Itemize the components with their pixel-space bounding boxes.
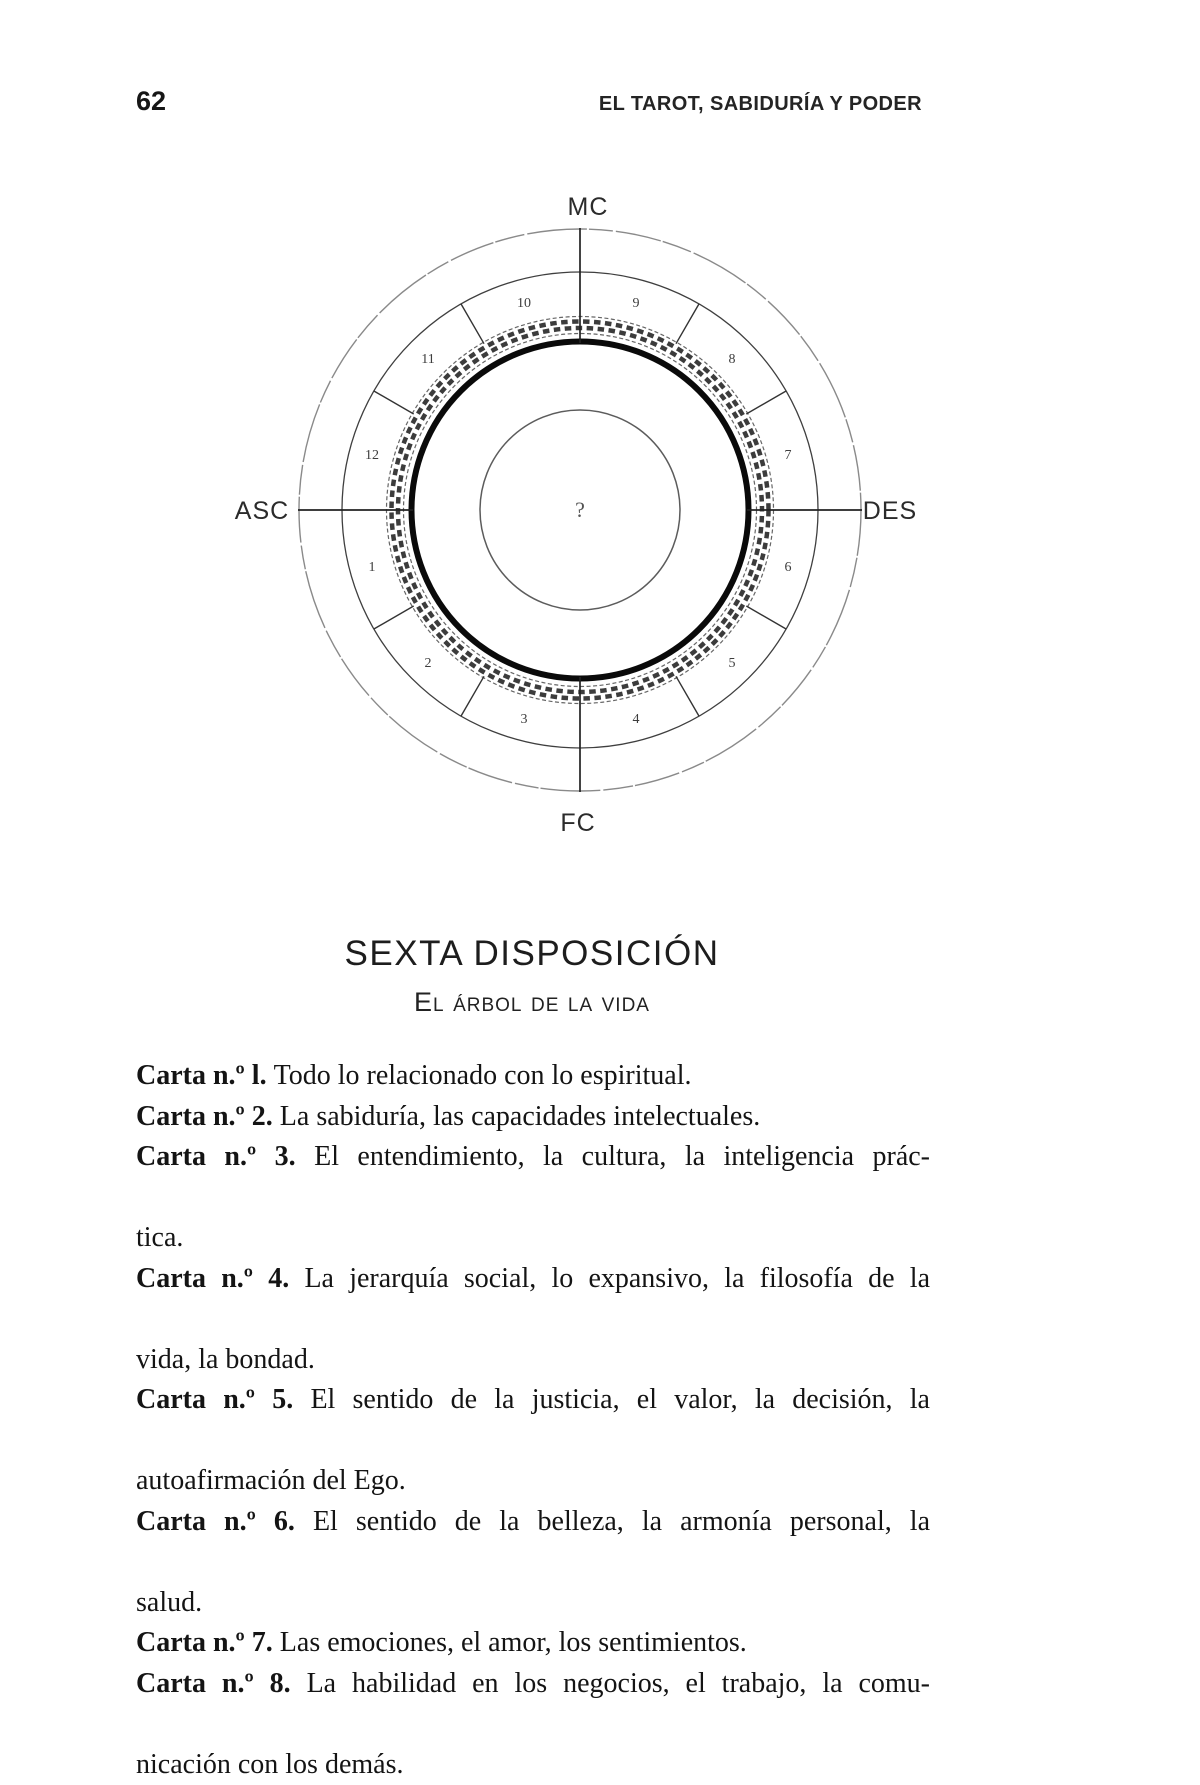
card-label: Carta n.º 7. bbox=[136, 1627, 280, 1658]
house-number-2: 2 bbox=[425, 656, 432, 671]
card-text-line: Carta n.º 4. La jerarquía social, lo expansivo, la filosofía de la bbox=[136, 1259, 930, 1340]
card-label: Carta n.º l. bbox=[136, 1060, 274, 1091]
center-question-mark: ? bbox=[575, 497, 585, 522]
card-entry bbox=[136, 1097, 930, 1138]
house-number-4: 4 bbox=[633, 712, 640, 727]
mc-label: MC bbox=[568, 193, 609, 221]
card-text-line: tica. bbox=[136, 1218, 930, 1259]
card-entry bbox=[136, 1137, 930, 1259]
house-number-1: 1 bbox=[369, 560, 376, 575]
card-label: Carta n.º 3. bbox=[136, 1141, 314, 1172]
house-number-11: 11 bbox=[421, 352, 434, 367]
house-number-3: 3 bbox=[521, 712, 528, 727]
card-text-line: Carta n.º 8. La habilidad en los negocios, el trabajo, la comu- bbox=[136, 1664, 930, 1745]
card-entry bbox=[136, 1502, 930, 1624]
section-title: SEXTA DISPOSICIÓN bbox=[136, 934, 928, 974]
card-label: Carta n.º 5. bbox=[136, 1384, 310, 1415]
card-text-line: Carta n.º 5. El sentido de la justicia, el valor, la decisión, la bbox=[136, 1380, 930, 1461]
card-entry bbox=[136, 1056, 930, 1097]
card-text-line: vida, la bondad. bbox=[136, 1340, 930, 1381]
fc-label: FC bbox=[560, 809, 595, 837]
house-number-12: 12 bbox=[365, 448, 379, 463]
card-label: Carta n.º 8. bbox=[136, 1668, 307, 1699]
card-text-line: Carta n.º 6. El sentido de la belleza, la armonía personal, la bbox=[136, 1502, 930, 1583]
section-subtitle: El árbol de la vida bbox=[136, 987, 928, 1018]
card-entry bbox=[136, 1664, 930, 1785]
card-text-line: Carta n.º 3. El entendimiento, la cultura, la inteligencia prác- bbox=[136, 1137, 930, 1218]
card-text-line: Carta n.º l. Todo lo relacionado con lo espiritual. bbox=[136, 1056, 930, 1097]
card-label: Carta n.º 6. bbox=[136, 1506, 313, 1537]
page-number: 62 bbox=[136, 86, 166, 117]
card-entry bbox=[136, 1380, 930, 1502]
house-number-8: 8 bbox=[729, 352, 736, 367]
page-header bbox=[136, 86, 922, 117]
running-title: EL TAROT, SABIDURÍA Y PODER bbox=[599, 93, 922, 116]
card-entry bbox=[136, 1259, 930, 1381]
card-label: Carta n.º 2. bbox=[136, 1101, 280, 1132]
house-number-5: 5 bbox=[729, 656, 736, 671]
card-list bbox=[136, 1056, 930, 1785]
card-text-line: salud. bbox=[136, 1583, 930, 1624]
des-label: DES bbox=[863, 497, 917, 525]
card-text-line: Carta n.º 7. Las emociones, el amor, los sentimientos. bbox=[136, 1623, 930, 1664]
asc-label: ASC bbox=[235, 497, 289, 525]
card-text-line: autoafirmación del Ego. bbox=[136, 1461, 930, 1502]
card-entry bbox=[136, 1623, 930, 1664]
house-number-6: 6 bbox=[785, 560, 792, 575]
card-text-line: Carta n.º 2. La sabiduría, las capacidades intelectuales. bbox=[136, 1097, 930, 1138]
house-wheel-diagram bbox=[230, 185, 930, 855]
house-number-9: 9 bbox=[633, 296, 640, 311]
house-number-7: 7 bbox=[785, 448, 792, 463]
card-text-line: nicación con los demás. bbox=[136, 1745, 930, 1785]
house-number-10: 10 bbox=[517, 296, 531, 311]
card-label: Carta n.º 4. bbox=[136, 1263, 304, 1294]
